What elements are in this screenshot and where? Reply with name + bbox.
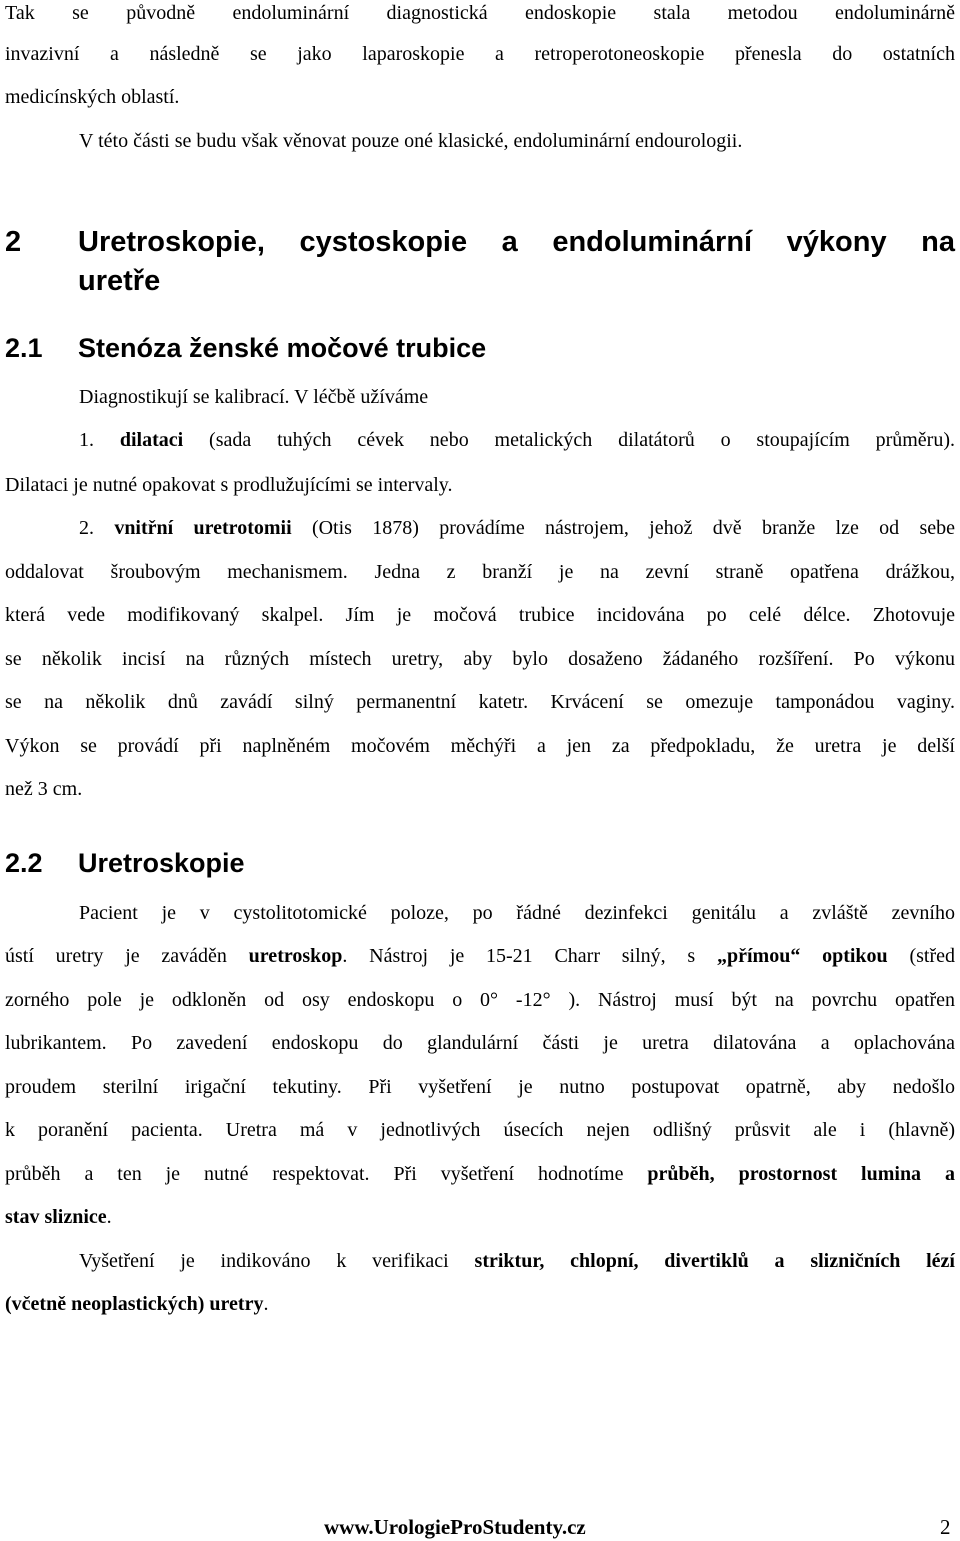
section-2-number: 2.2 [5, 848, 43, 878]
section-2-line-3: zorného pole je odkloněn od osy endoskopu o 0° -12° ). Nástroj musí být na povrchu opatřen [5, 989, 955, 1011]
term-uretroskop: uretroskop [248, 945, 343, 967]
section-1-title: Stenóza ženské močové trubice [78, 333, 487, 363]
chapter-number: 2 [5, 226, 22, 258]
evaluated-criteria: průběh, prostornost lumina a [647, 1163, 955, 1185]
list-item-2-line-3: která vede modifikovaný skalpel. Jím je močová trubice incidována po celé délce. Zhotovuje [5, 604, 955, 626]
indications-list-end: (včetně neoplastických) uretry [5, 1293, 264, 1315]
list-item-2 [79, 515, 955, 541]
list-item-1 [79, 427, 955, 453]
section-2-line-2 [5, 943, 955, 969]
section-2-line-2-text-c: . Nástroj je 15-21 Charr silný, s [342, 945, 717, 967]
list-item-1-term: dilataci [119, 429, 184, 451]
list-item-2-line-4: se několik incisí na různých místech uretry, aby bylo dosaženo žádaného rozšíření. Po výkonu [5, 648, 955, 670]
section-2-line-4: lubrikantem. Po zavedení endoskopu do glandulární části je uretra dilatována a oplachována [5, 1032, 955, 1054]
page-number: 2 [940, 1515, 951, 1539]
section-2-line-2-text-a: ústí uretry je zaváděn [5, 945, 249, 967]
intro-line-4: V této části se budu však věnovat pouze oné klasické, endoluminární endourologii. [79, 130, 743, 152]
intro-line-3: medicínských oblastí. [5, 86, 180, 108]
section-2-title: Uretroskopie [78, 848, 245, 878]
section-2-line-2-text-e: (střed [887, 945, 955, 967]
indications-list: striktur, chlopní, divertiklů a slizničních lézí [474, 1250, 955, 1272]
list-item-2-text: (Otis 1878) provádíme nástrojem, jehož dvě branže lze od sebe [291, 517, 956, 539]
list-item-1-text: (sada tuhých cévek nebo metalických dilatátorů o stoupajícím průměru). [183, 429, 956, 451]
section-2-line-9 [79, 1248, 955, 1274]
section-2-line-7-text: průběh a ten je nutné respektovat. Při vyšetření hodnotíme [5, 1163, 648, 1185]
term-prima-optika: „přímou“ optikou [716, 945, 888, 967]
section-2-line-6: k poranění pacienta. Uretra má v jednotlivých úsecích nejen odlišný průsvit ale i (hlavně) [5, 1119, 955, 1141]
chapter-title-line-1: Uretroskopie, cystoskopie a endoluminární výkony na [78, 226, 955, 258]
intro-line-1: Tak se původně endoluminární diagnostická endoskopie stala metodou endoluminárně [5, 2, 955, 24]
chapter-title-line-2: uretře [78, 265, 161, 297]
section-2-line-10 [5, 1291, 955, 1317]
list-item-2-line-6: Výkon se provádí při naplněném močovém měchýři a jen za předpokladu, že uretra je delší [5, 735, 955, 757]
section-1-paragraph-1: Diagnostikují se kalibrací. V léčbě užíváme [79, 386, 429, 408]
section-2-line-1: Pacient je v cystolitotomické poloze, po řádné dezinfekci genitálu a zvláště zevního [79, 902, 955, 924]
intro-line-2: invazivní a následně se jako laparoskopie a retroperotoneoskopie přenesla do ostatních [5, 43, 955, 65]
section-2-line-8 [5, 1204, 955, 1230]
term-stav-sliznice: stav sliznice [5, 1206, 107, 1228]
list-item-2-line-2: oddalovat šroubovým mechanismem. Jedna z branží je na zevní straně opatřena drážkou, [5, 561, 955, 583]
section-1-number: 2.1 [5, 333, 43, 363]
list-item-2-line-5: se na několik dnů zavádí silný permanentní katetr. Krvácení se omezuje tamponádou vaginy. [5, 691, 955, 713]
section-2-line-8-period: . [106, 1206, 112, 1228]
section-2-line-10-period: . [263, 1293, 269, 1315]
footer-website-link[interactable]: www.UrologieProStudenty.cz [324, 1515, 586, 1539]
list-item-1-number: 1. [79, 429, 94, 451]
list-item-1-line-2: Dilataci je nutné opakovat s prodlužujícími se intervaly. [5, 474, 453, 496]
section-2-line-7 [5, 1161, 955, 1187]
list-item-2-line-7: než 3 cm. [5, 778, 83, 800]
list-item-2-number: 2. [79, 517, 94, 539]
section-2-line-5: proudem sterilní irigační tekutiny. Při vyšetření je nutno postupovat opatrně, aby nedošlo [5, 1076, 955, 1098]
list-item-2-term: vnitřní uretrotomii [114, 517, 292, 539]
section-2-line-9-text: Vyšetření je indikováno k verifikaci [79, 1250, 475, 1272]
